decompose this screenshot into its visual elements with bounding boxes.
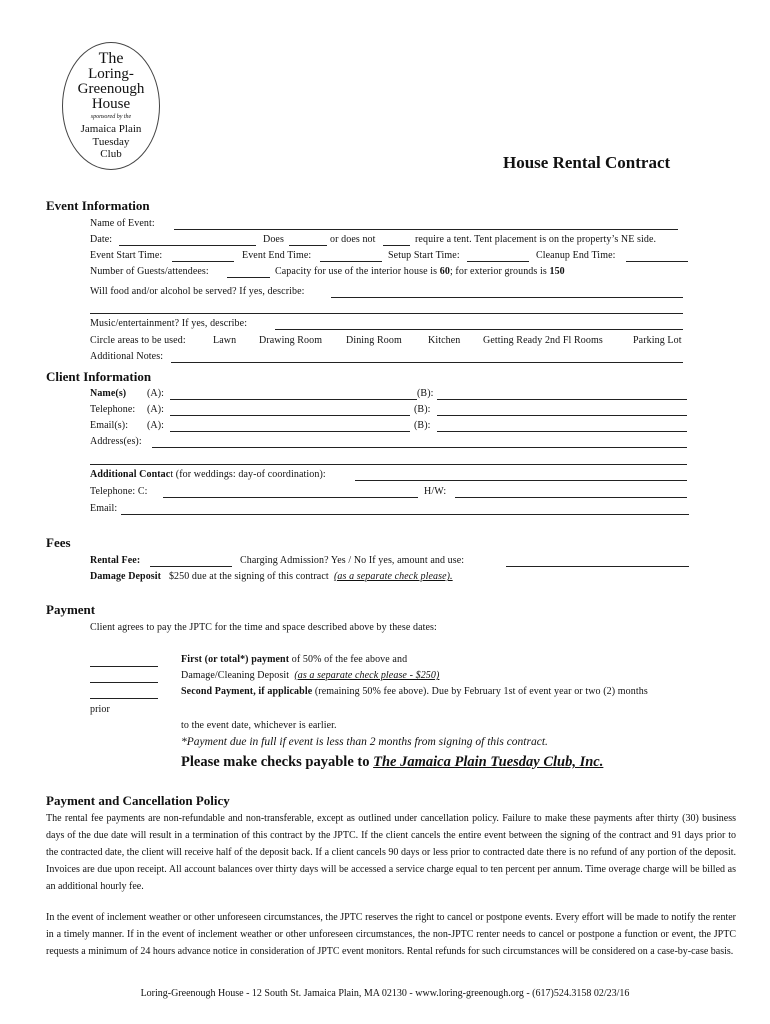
guests-label: Number of Guests/attendees: <box>90 266 209 277</box>
logo-line: House <box>91 96 131 112</box>
capacity-pre: Capacity for use of the interior house is <box>275 266 438 277</box>
name-a-input[interactable] <box>170 399 417 400</box>
damage-deposit-label: Damage Deposit <box>90 571 162 582</box>
logo-line: Jamaica Plain <box>80 123 142 135</box>
logo-line: Greenough <box>77 81 145 97</box>
email-a-label: (A): <box>147 420 165 431</box>
end-time-label: Event End Time: <box>242 250 312 261</box>
first-payment-bold: First (or total*) payment <box>181 654 290 665</box>
second-payment-date-input[interactable] <box>90 698 158 699</box>
email2-input[interactable] <box>121 514 689 515</box>
rental-fee-input[interactable] <box>150 566 232 567</box>
email-b-label: (B): <box>414 420 431 431</box>
does-not-tent-input[interactable] <box>383 245 410 246</box>
email-b-input[interactable] <box>437 431 687 432</box>
setup-time-label: Setup Start Time: <box>388 250 460 261</box>
fees-heading: Fees <box>46 535 71 550</box>
email2-label: Email: <box>90 503 118 514</box>
end-time-input[interactable] <box>320 261 382 262</box>
notes-label: Additional Notes: <box>90 351 164 362</box>
payment-intro: Client agrees to pay the JPTC for the time and space described above by these dates: <box>90 622 437 633</box>
damage-deposit-row <box>90 571 453 582</box>
does-tent-input[interactable] <box>289 245 327 246</box>
names-b-label: (B): <box>417 388 434 399</box>
page-title: House Rental Contract <box>503 153 671 172</box>
policy-paragraph-1: The rental fee payments are non-refundable and non-transferable, except as outlined under cancellation policy. Failure to make these payments after thirty (30) business days of the due date will result in a termination of this contract by the JPTC. If the client cancels the entire event between the signing of the contract and 91 days prior to the contracted date, the client will receive half of the deposit back. If a client cancels 90 days or less prior to contracted date there is no refund of any portion of the deposit. Invoices are due upon receipt. All account balances over thirty days will be accessed a service charge equal to ten percent per annum. Time overage charge will be billed as an additional hourly fee. <box>46 813 736 892</box>
food-label: Will food and/or alcohol be served? If yes, describe: <box>90 286 305 297</box>
area-option-kitchen[interactable]: Kitchen <box>428 335 461 346</box>
payment-heading: Payment <box>46 602 96 617</box>
hw-input[interactable] <box>455 497 687 498</box>
policy-paragraph-2: In the event of inclement weather or other unforeseen circumstances, the JPTC reserves the right to cancel or postpone events. Every effort will be made to notify the renter in a timely manner. If in the event of inclement weather or other unforeseen circumstances, the non-JPTC renter needs to cancel or postpone a function or event, the JPTC requests a minimum of 24 hours advance notice in consideration of JPTC event monitors. Rental refunds for such circumstances will be considered on a case-by-case basis. <box>46 912 736 957</box>
setup-time-input[interactable] <box>467 261 529 262</box>
or-does-not-label: or does not <box>330 234 376 245</box>
additional-contact-rest: t (for weddings: day-of coordination): <box>170 469 326 480</box>
telephone-label: Telephone: <box>90 404 136 415</box>
deposit-label: Damage/Cleaning Deposit <box>181 670 290 681</box>
logo-line: Tuesday <box>92 136 130 148</box>
name-b-input[interactable] <box>437 399 687 400</box>
footer: Loring-Greenough House - 12 South St. Jamaica Plain, MA 02130 - www.loring-greenough.org - (617)524.3158 02/23/16 <box>140 988 630 999</box>
checks-payee: The Jamaica Plain Tuesday Club, Inc. <box>373 754 604 770</box>
food-input[interactable] <box>331 297 683 298</box>
telephone-a-input[interactable] <box>170 415 410 416</box>
prior-continuation: to the event date, whichever is earlier. <box>181 720 337 731</box>
area-option-dining-room[interactable]: Dining Room <box>346 335 402 346</box>
logo-line: The <box>98 50 124 67</box>
address-input[interactable] <box>152 447 687 448</box>
capacity-text <box>275 266 565 277</box>
additional-contact-label <box>90 469 326 480</box>
date-label: Date: <box>90 234 113 245</box>
event-heading: Event Information <box>46 198 150 213</box>
damage-deposit-text: $250 due at the signing of this contract <box>168 571 329 582</box>
first-payment-rest: of 50% of the fee above and <box>291 654 408 665</box>
capacity-exterior: 150 <box>549 266 565 277</box>
first-payment-text <box>181 654 407 665</box>
guests-input[interactable] <box>227 277 270 278</box>
area-option-getting-ready[interactable]: Getting Ready 2nd Fl Rooms <box>483 335 603 346</box>
email-label: Email(s): <box>90 420 129 431</box>
deposit-text <box>181 670 439 681</box>
logo <box>62 42 160 170</box>
first-payment-date-input[interactable] <box>90 666 158 667</box>
admission-text: Charging Admission? Yes / No If yes, amount and use: <box>240 555 465 566</box>
logo-line: Loring- <box>88 66 134 82</box>
logo-line: Club <box>100 148 122 160</box>
email-a-input[interactable] <box>170 431 410 432</box>
rental-fee-label: Rental Fee: <box>90 555 141 566</box>
client-heading: Client Information <box>46 369 152 384</box>
second-payment-bold: Second Payment, if applicable <box>181 686 313 697</box>
admission-input[interactable] <box>506 566 689 567</box>
music-label: Music/entertainment? If yes, describe: <box>90 318 248 329</box>
deposit-date-input[interactable] <box>90 682 158 683</box>
capacity-interior: 60 <box>439 266 450 277</box>
areas-label: Circle areas to be used: <box>90 335 186 346</box>
policy-heading: Payment and Cancellation Policy <box>46 793 230 808</box>
hw-label: H/W: <box>424 486 447 497</box>
cleanup-time-label: Cleanup End Time: <box>536 250 616 261</box>
telephone-a-label: (A): <box>147 404 165 415</box>
start-time-input[interactable] <box>172 261 234 262</box>
tent-text: require a tent. Tent placement is on the property’s NE side. <box>415 234 657 245</box>
payment-note: *Payment due in full if event is less than 2 months from signing of this contract. <box>181 736 548 748</box>
does-label: Does <box>263 234 284 245</box>
event-name-label: Name of Event: <box>90 218 155 229</box>
address-label: Address(es): <box>90 436 142 447</box>
area-option-lawn[interactable]: Lawn <box>213 335 237 346</box>
additional-contact-bold: Additional Contac <box>90 469 171 480</box>
second-payment-rest: (remaining 50% fee above). Due by February 1st of event year or two (2) months <box>314 686 648 697</box>
telephone-b-input[interactable] <box>437 415 687 416</box>
notes-input[interactable] <box>171 362 683 363</box>
logo-line: sponsored by the <box>90 114 132 120</box>
checks-payable <box>181 754 603 771</box>
area-option-drawing-room[interactable]: Drawing Room <box>259 335 323 346</box>
second-payment-text <box>181 686 648 697</box>
start-time-label: Event Start Time: <box>90 250 163 261</box>
address-input-line2[interactable] <box>90 464 687 465</box>
telephone-b-label: (B): <box>414 404 431 415</box>
damage-deposit-note: (as a separate check please). <box>333 571 453 582</box>
capacity-mid: ; for exterior grounds is <box>449 266 547 277</box>
names-label: Name(s) <box>90 388 127 399</box>
prior-text: prior <box>90 704 110 715</box>
music-input[interactable] <box>275 329 683 330</box>
names-a-label: (A): <box>147 388 165 399</box>
area-option-parking-lot[interactable]: Parking Lot <box>633 335 682 346</box>
deposit-note: (as a separate check please - $250) <box>294 670 440 681</box>
cleanup-time-input[interactable] <box>626 261 688 262</box>
additional-contact-input[interactable] <box>355 480 687 481</box>
checks-payable-label: Please make checks payable to <box>181 754 370 770</box>
telephone-c-input[interactable] <box>163 497 418 498</box>
food-input-line2[interactable] <box>90 313 683 314</box>
telephone-c-label: Telephone: C: <box>90 486 148 497</box>
event-name-input[interactable] <box>174 229 678 230</box>
date-input[interactable] <box>119 245 256 246</box>
